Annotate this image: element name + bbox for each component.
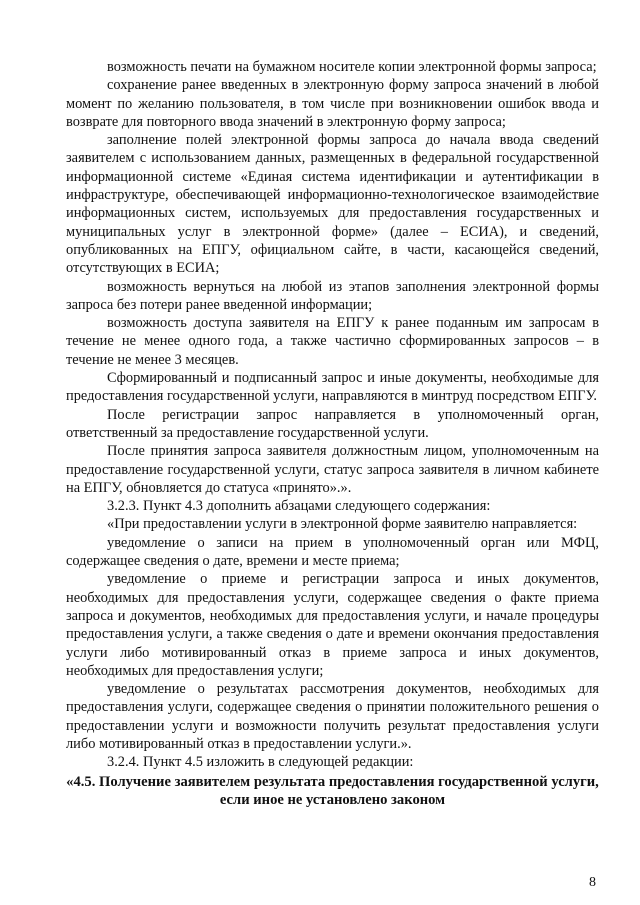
page-number: 8 — [589, 875, 596, 890]
paragraph-print-copy: возможность печати на бумажном носителе копии электронной формы запроса; — [107, 59, 597, 75]
paragraph-clause-3-2-4: 3.2.4. Пункт 4.5 изложить в следующей редакции: — [107, 754, 414, 771]
paragraph-notification-appointment: уведомление о записи на прием в уполномоченный орган или МФЦ, содержащее сведения о дате, времени и месте приема; — [66, 534, 599, 570]
paragraph-return-to-step: возможность вернуться на любой из этапов заполнения электронной формы запроса без потери ранее введенной информации; — [66, 278, 599, 313]
paragraph-status-update: После принятия запроса заявителя должностным лицом, уполномоченным на предоставление государственной услуги, статус запроса заявителя в личном кабинете на ЕПГУ, обновляется до статуса «принято».». — [66, 443, 599, 496]
paragraph-submission: Сформированный и подписанный запрос и иные документы, необходимые для предоставления государственной услуги, направляются в минтруд посредством ЕПГУ. — [66, 370, 599, 405]
document-body — [66, 58, 599, 809]
paragraph-access-requests: возможность доступа заявителя на ЕПГУ к ранее поданным им запросам в течение не менее одного года, а также частично сформированных запросов – в течение не менее 3 месяцев. — [66, 315, 599, 368]
paragraph-esia-prefill: заполнение полей электронной формы запроса до начала ввода сведений заявителем с использованием данных, размещенных в федеральной государственной информационной системе «Единая система идентификации и аутентификации в инфраструктуре, обеспечивающей информационно-технологическое взаимодействие информационных систем, используемых для предоставления государственных и муниципальных услуг в электронной форме» (далее – ЕСИА), и сведений, опубликованных на ЕПГУ, официальном сайте, в части, касающейся сведений, отсутствующих в ЕСИА; — [66, 132, 599, 277]
paragraph-notification-receipt: уведомление о приеме и регистрации запроса и иных документов, необходимых для предоставления услуги, содержащее сведения о факте приема запроса и документов, необходимых для предоставления услуги, и начале процедуры предоставления услуги, а также сведения о дате и времени окончания предоставления услуги либо мотивированный отказ в приеме запроса и иных документов, необходимых для предоставления услуги; — [66, 571, 599, 679]
paragraph-save-values: сохранение ранее введенных в электронную форму запроса значений в любой момент по желанию пользователя, в том числе при возникновении ошибок ввода и возврате для повторного ввода значений в электронную форму запроса; — [66, 77, 599, 130]
paragraph-clause-3-2-3: 3.2.3. Пункт 4.3 дополнить абзацами следующего содержания: — [107, 498, 491, 515]
paragraph-notification-results: уведомление о результатах рассмотрения документов, необходимых для предоставления услуги, содержащее сведения о принятии положительного решения о предоставлении услуги и возможности получить результат предоставления услуги либо мотивированный отказ в предоставлении услуги.». — [66, 681, 599, 752]
section-heading-4-5: «4.5. Получение заявителем результата предоставления государственной услуги, если иное не установлено законом — [66, 773, 599, 808]
paragraph-registration: После регистрации запрос направляется в уполномоченный орган, ответственный за предоставление государственной услуги. — [66, 406, 599, 441]
paragraph-notifications-intro: «При предоставлении услуги в электронной форме заявителю направляется: — [107, 516, 578, 533]
